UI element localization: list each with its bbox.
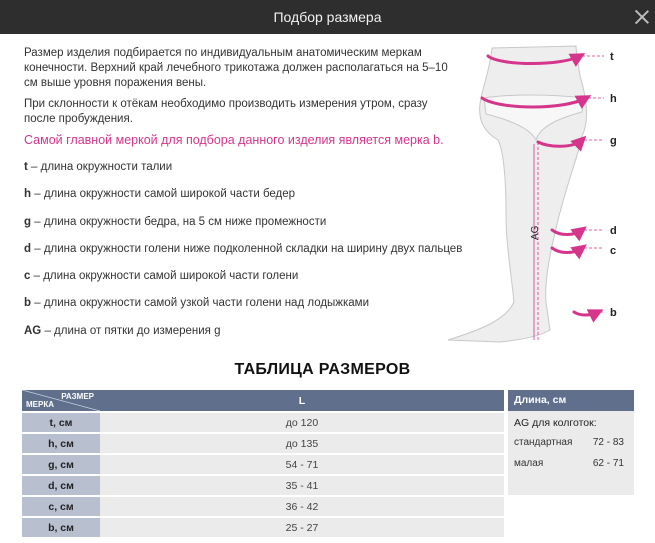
size-table-title: ТАБЛИЦА РАЗМЕРОВ	[234, 361, 411, 378]
length-header: Длина, см	[508, 390, 634, 411]
main-measure-note: Самой главной меркой для подбора данного изделия является мерка b.	[24, 133, 444, 147]
leg-measurement-diagram	[440, 40, 655, 348]
table-row	[22, 497, 504, 516]
figure-label-c: c	[610, 245, 617, 257]
measure-band-c	[552, 248, 582, 253]
length-panel	[508, 390, 634, 495]
legend-item: c – длина окружности самой широкой части голени	[24, 270, 299, 283]
row-label: c, см	[22, 497, 100, 516]
row-value: до 120	[100, 413, 504, 432]
row-value: до 135	[100, 434, 504, 453]
legend-item: b – длина окружности самой узкой части голени над лодыжками	[24, 297, 370, 310]
measure-legend	[24, 159, 462, 350]
length-type: стандартная	[514, 437, 573, 448]
legend-item: AG – длина от пятки до измерения g	[24, 324, 221, 337]
intro-paragraph-1: Размер изделия подбирается по индивидуальным анатомическим меркам конечности. Верхний край лечебного трикотажа должен располагаться на 5–10 см выше уровня поражения вены.	[24, 47, 448, 89]
figure-label-ag: AG	[530, 225, 541, 240]
figure-label-t: t	[610, 51, 614, 63]
row-label: g, см	[22, 455, 100, 474]
row-label: b, см	[22, 518, 100, 537]
figure-label-b: b	[610, 307, 617, 319]
size-table-header	[22, 390, 504, 411]
table-row	[22, 455, 504, 474]
dialog-header	[0, 0, 655, 34]
measure-band-b	[574, 312, 598, 315]
table-row	[22, 518, 504, 537]
row-value: 54 - 71	[100, 455, 504, 474]
legend-item: d – длина окружности голени ниже подколенной складки на ширину двух пальцев	[24, 242, 463, 255]
figure-label-d: d	[610, 225, 617, 237]
length-type: малая	[514, 458, 544, 469]
table-row	[22, 434, 504, 453]
length-value: 72 - 83	[592, 437, 624, 448]
length-body	[508, 411, 634, 495]
intro-paragraph-2: При склонности к отёкам необходимо производить измерения утром, сразу после пробуждения.	[24, 98, 428, 125]
row-label: d, см	[22, 476, 100, 495]
legend-item: h – длина окружности самой широкой части бедер	[24, 188, 296, 201]
length-subtitle: AG для колготок:	[514, 417, 597, 429]
row-value: 25 - 27	[100, 518, 504, 537]
size-column-l: L	[100, 390, 504, 411]
legend-item: t – длина окружности талии	[24, 161, 173, 173]
row-value: 35 - 41	[100, 476, 504, 495]
corner-measure-label: МЕРКА	[26, 400, 54, 409]
intro-text	[24, 46, 449, 133]
size-table	[22, 388, 504, 539]
figure-label-g: g	[610, 135, 617, 147]
figure-label-h: h	[610, 93, 617, 105]
row-label: t, см	[22, 413, 100, 432]
length-value: 62 - 71	[592, 458, 624, 469]
dialog-title: Подбор размера	[273, 9, 382, 25]
corner-size-label: РАЗМЕР	[61, 392, 94, 401]
leg-silhouette	[448, 46, 586, 342]
close-icon[interactable]	[633, 8, 651, 26]
row-label: h, см	[22, 434, 100, 453]
table-row	[22, 413, 504, 432]
list-item	[514, 432, 628, 453]
legend-item: g – длина окружности бедра, на 5 см ниже промежности	[24, 215, 327, 228]
size-table-corner	[22, 390, 100, 411]
table-row	[22, 476, 504, 495]
list-item	[514, 453, 628, 474]
measure-band-d	[552, 230, 582, 235]
row-value: 36 - 42	[100, 497, 504, 516]
